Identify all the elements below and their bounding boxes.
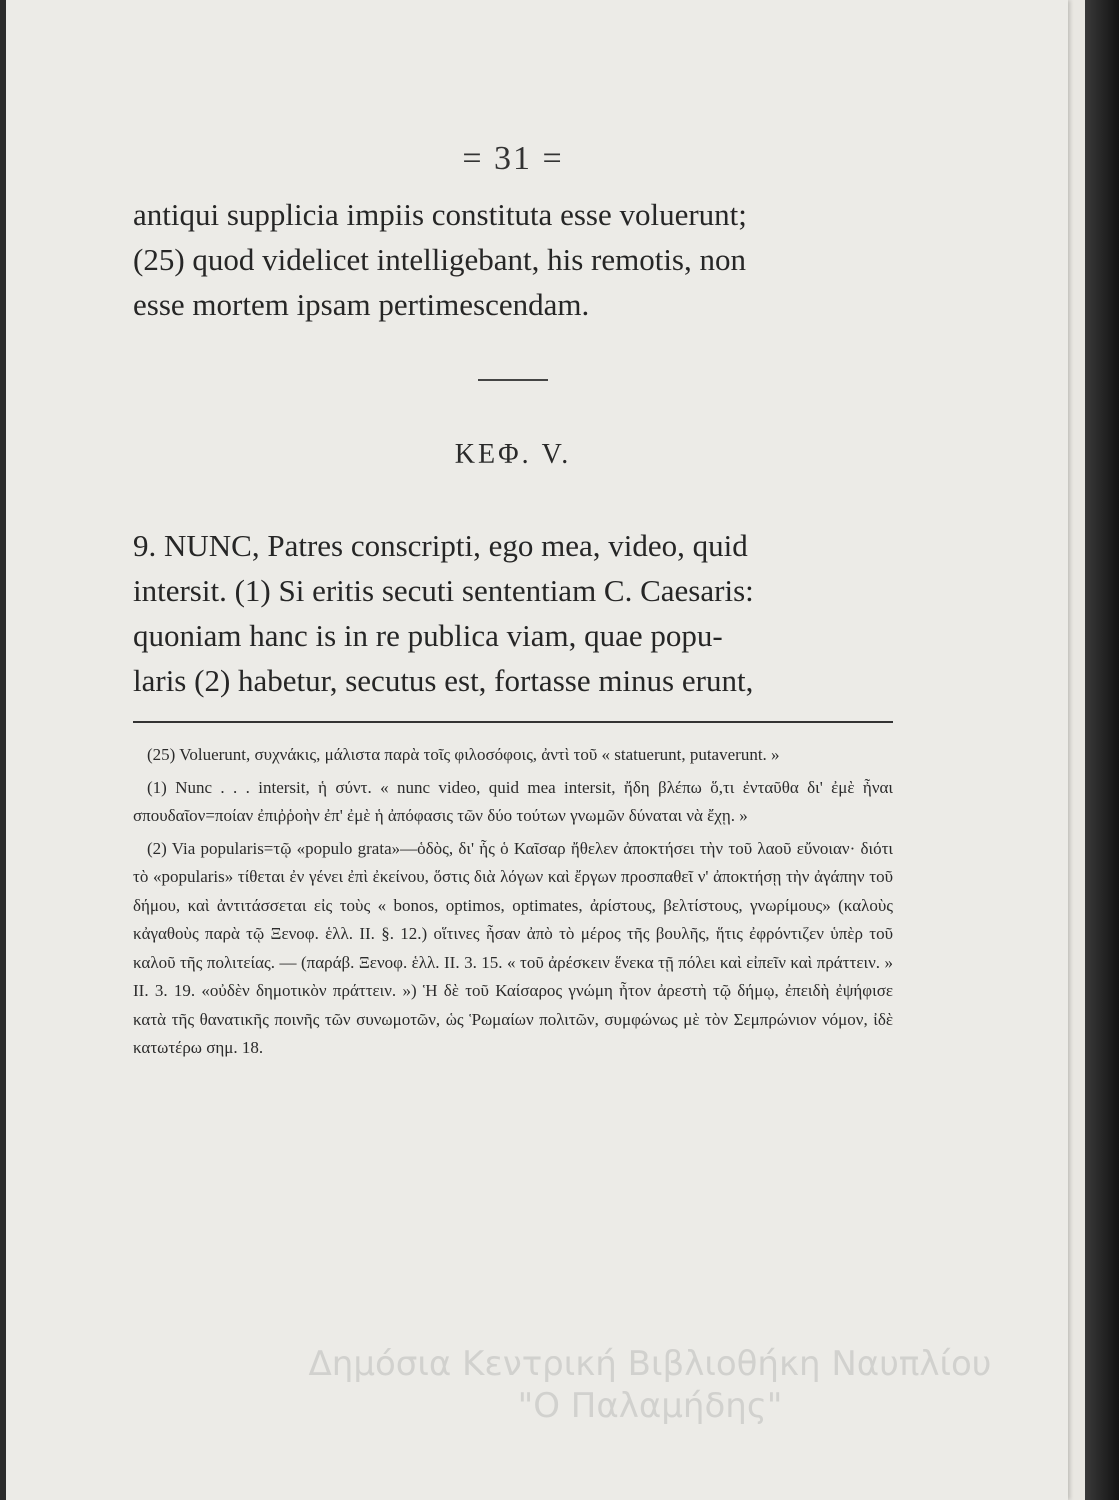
footnote-25: (25) Voluerunt, συχνάκις, μάλιστα παρὰ τοῖς φιλοσόφοις, ἀντὶ τοῦ « statuerunt, putaverunt. »: [147, 745, 780, 764]
chapter-title: ΚΕΦ. V.: [454, 439, 572, 470]
text-line: intersit. (1) Si eritis secuti sententiam C. Caesaris:: [133, 573, 754, 608]
intro-paragraph: [133, 192, 893, 327]
page-content: [133, 140, 893, 1067]
library-watermark: [250, 1343, 1050, 1427]
page-number: = 31 =: [462, 140, 564, 177]
text-line: esse mortem ipsam pertimescendam.: [133, 287, 590, 322]
watermark-line: Δημόσια Κεντρική Βιβλιοθήκη Ναυπλίου: [308, 1344, 992, 1384]
scan-right-edge: [1085, 0, 1119, 1500]
scan-left-edge: [0, 0, 6, 1500]
footnote-2: (2) Via popularis=τῷ «populo grata»—ὁδὸς, δι' ἧς ὁ Καῖσαρ ἤθελεν ἀποκτήσει τὴν τοῦ λαοῦ εὔνοιαν· διότι τὸ «popularis» τίθεται ἐν γένει ἐπὶ ἐκείνου, ὅστις διὰ λόγων καὶ ἔργων προσπαθεῖ ν' ἀποκτήσῃ τὴν ἀγάπην τοῦ δήμου, καὶ ἀντιτάσσεται εἰς τοὺς « bonos, optimos, optimates, ἀρίστους, βελτίστους, γνωρίμους» (καλοὺς κἀγαθοὺς παρὰ τῷ Ξενοφ. ἑλλ. II. §. 12.) οἵτινες ἦσαν ἀπὸ τὸ μέρος τῆς βουλῆς, ἥτις ἐφρόντιζεν ὑπὲρ τοῦ καλοῦ τῆς πολιτείας. — (παράβ. Ξενοφ. ἑλλ. II. 3. 15. « τοῦ ἀρέσκειν ἕνεκα τῇ πόλει καὶ εἰπεῖν καὶ πράττειν. » II. 3. 19. «οὐδὲν δημοτικὸν πράττειν. ») Ἡ δὲ τοῦ Καίσαρος γνώμη ἦτον ἀρεστὴ τῷ δήμῳ, ἐπειδὴ ἐψήφισε κατὰ τῆς θανατικῆς ποινῆς τῶν συνωμοτῶν, ὡς Ῥωμαίων πολιτῶν, συμφώνως μὲ τὸν Σεμπρώνιον νόμον, ἰδὲ κατωτέρω σημ. 18.: [133, 838, 893, 1057]
section-divider: [478, 379, 548, 381]
text-line: antiqui supplicia impiis constituta esse voluerunt;: [133, 197, 747, 232]
footnote-1: (1) Nunc . . . intersit, ἡ σύντ. « nunc video, quid mea intersit, ἤδη βλέπω ὅ,τι ἐνταῦθα δι' ἐμὲ ἦναι σπουδαῖον=ποίαν ἐπιῤῥοὴν ἐπ' ἐμὲ ἡ ἀπόφασις τῶν δύο τούτων γνωμῶν δύναται νὰ ἔχῃ. »: [133, 777, 893, 825]
watermark-line: "Ο Παλαμήδης": [517, 1386, 783, 1426]
section-paragraph: [133, 523, 893, 703]
text-line: (25) quod videlicet intelligebant, his remotis, non: [133, 242, 746, 277]
footnote-divider: [133, 721, 893, 723]
text-line: laris (2) habetur, secutus est, fortasse minus erunt,: [133, 663, 754, 698]
footnotes: [133, 741, 893, 1063]
text-line: quoniam hanc is in re publica viam, quae popu-: [133, 618, 723, 653]
text-line: 9. NUNC, Patres conscripti, ego mea, video, quid: [133, 528, 748, 563]
